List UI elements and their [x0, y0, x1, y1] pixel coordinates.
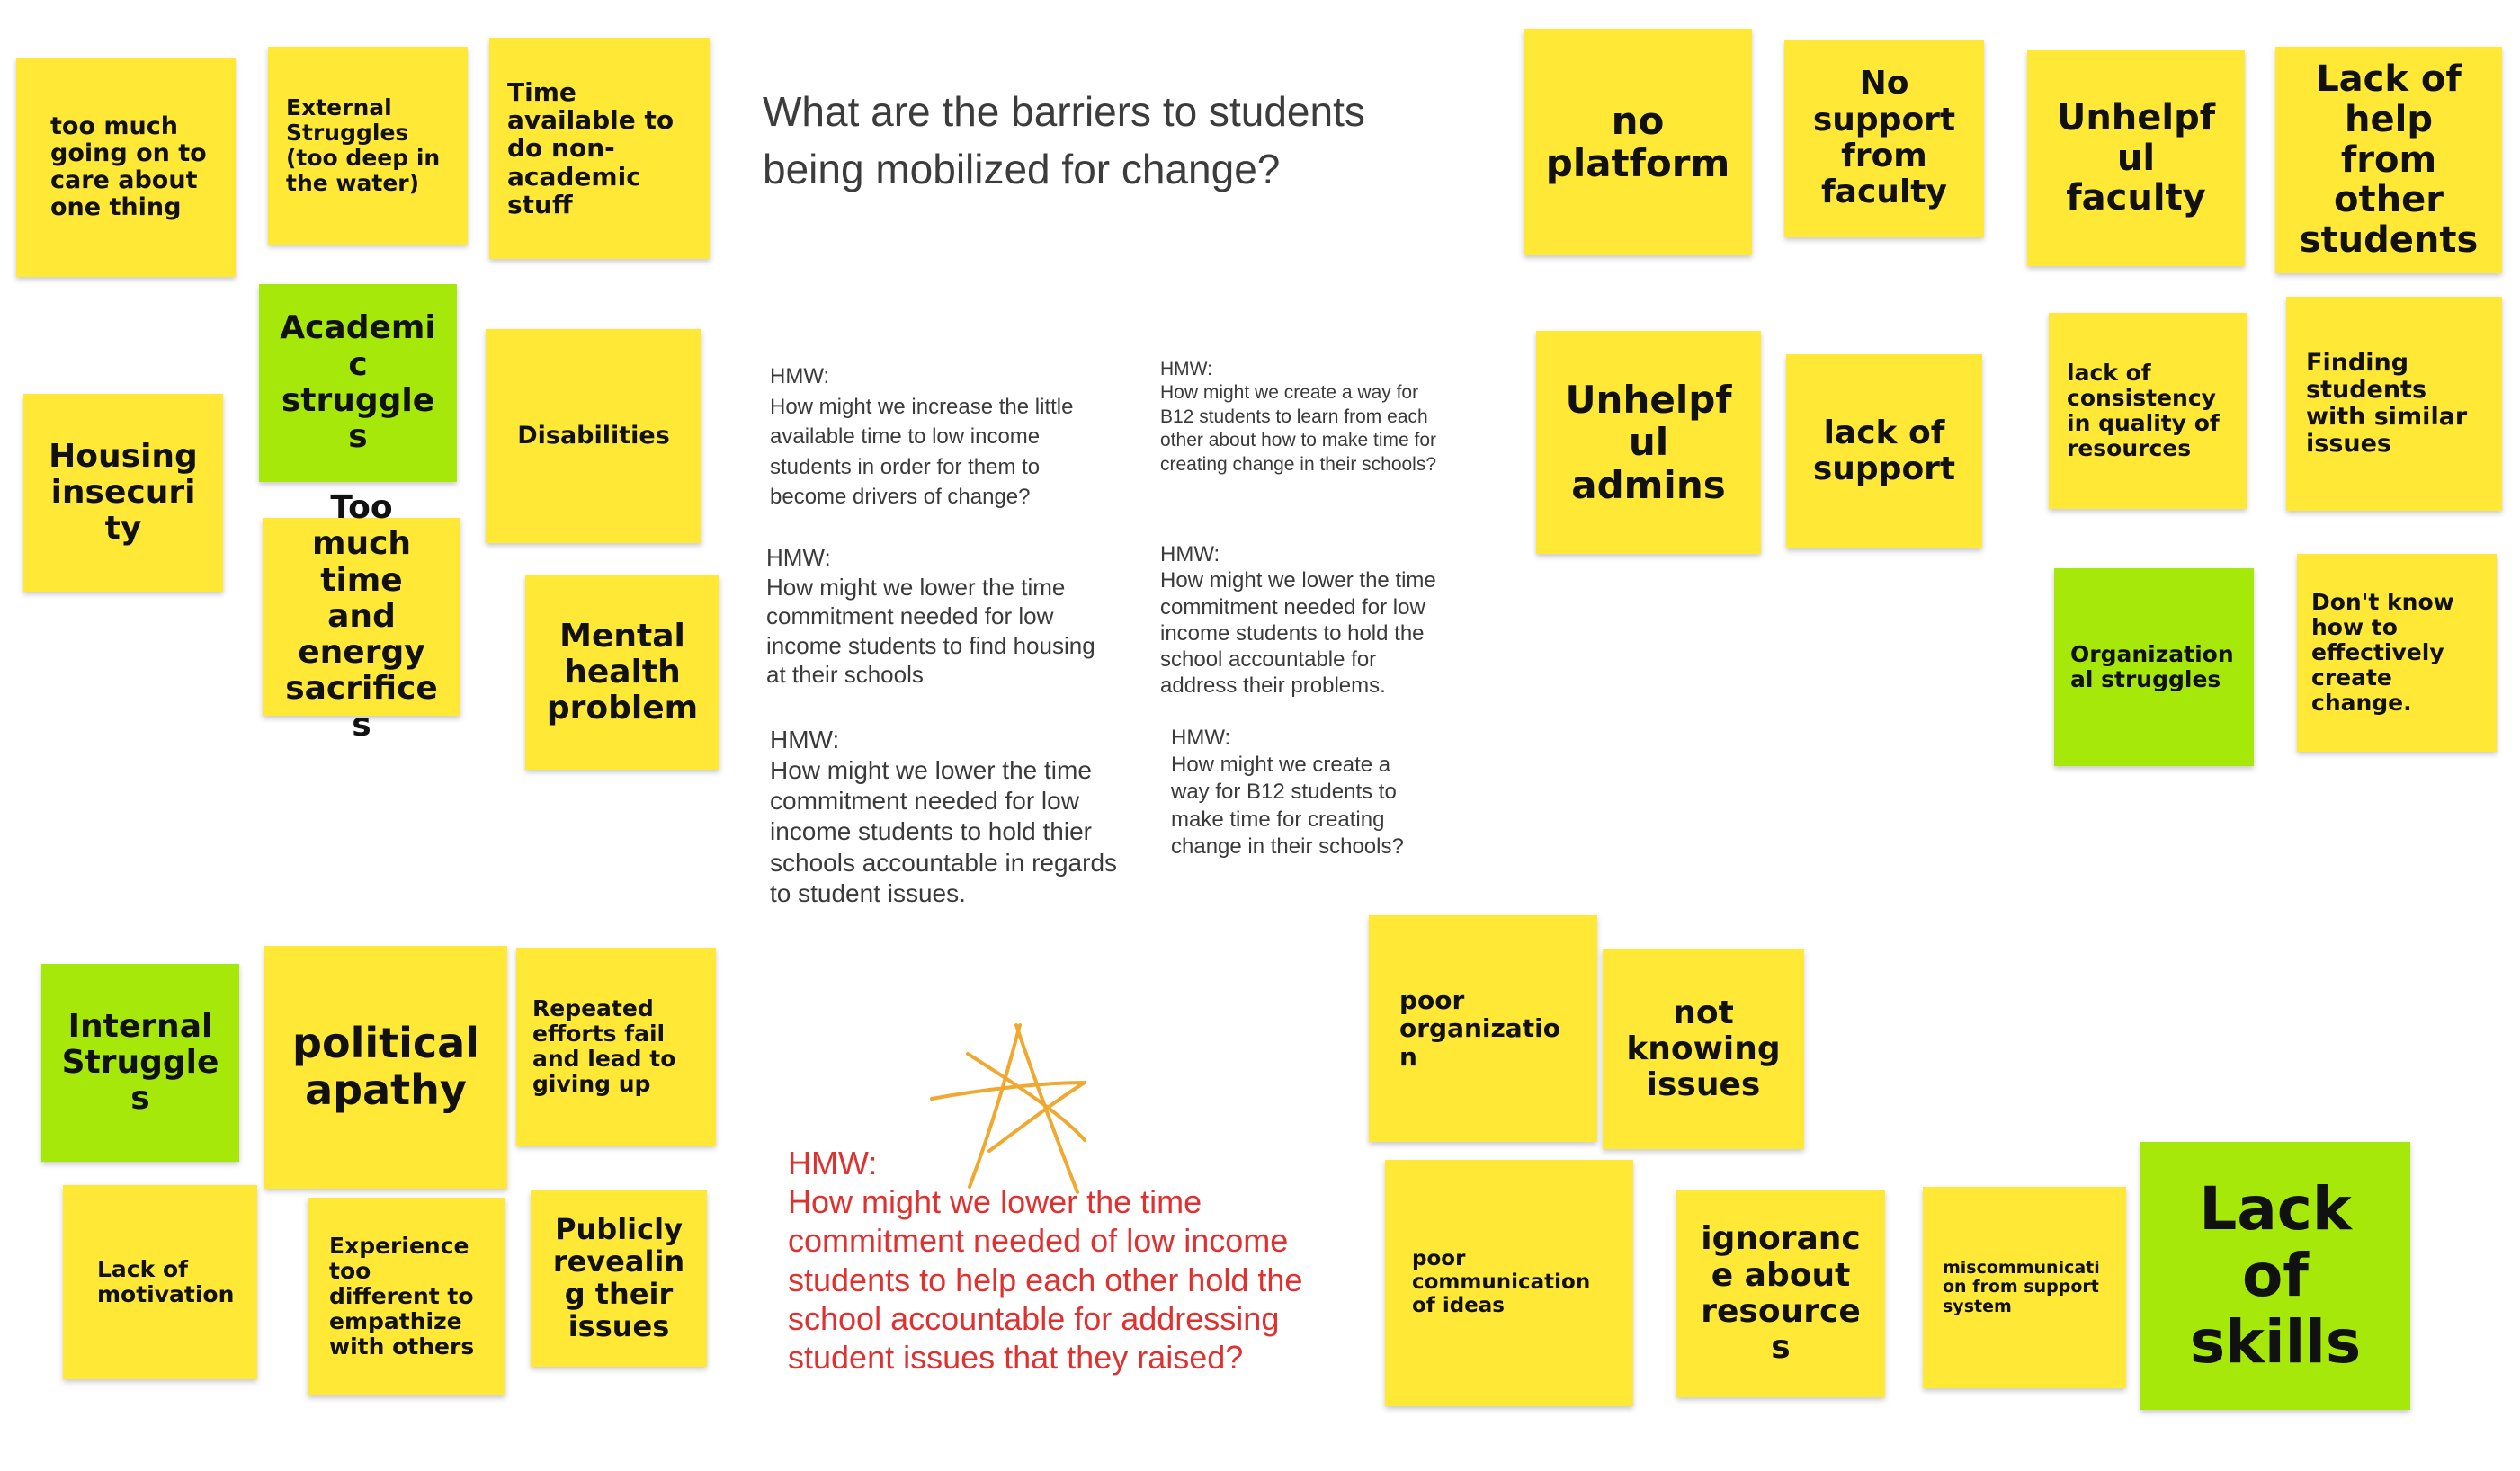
sticky-time-available[interactable]: Time available to do non-academic stuff	[489, 38, 710, 259]
sticky-lack-of-support[interactable]: lack of support	[1786, 354, 1982, 548]
sticky-experience-too-different[interactable]: Experience too different to empathize with others	[308, 1198, 505, 1395]
sticky-miscommunication[interactable]: miscommunication from support system	[1923, 1187, 2126, 1388]
sticky-no-platform[interactable]: no platform	[1524, 29, 1752, 255]
sticky-poor-communication[interactable]: poor communication of ideas	[1385, 1160, 1633, 1406]
sticky-unhelpful-faculty[interactable]: Unhelpful faculty	[2027, 50, 2245, 266]
sticky-dont-know-how[interactable]: Don't know how to effectively create change.	[2297, 554, 2497, 752]
sticky-lack-of-skills[interactable]: Lack of skills	[2140, 1142, 2410, 1410]
sticky-academic-struggles[interactable]: Academic struggles	[259, 284, 457, 482]
sticky-disabilities[interactable]: Disabilities	[486, 329, 701, 543]
hmw-note-b12-learn[interactable]: HMW: How might we create a way for B12 students to learn from each other about how to make time for creating change in their schools?	[1160, 359, 1437, 475]
sticky-no-support-faculty[interactable]: No support from faculty	[1784, 40, 1984, 237]
sticky-mental-health[interactable]: Mental health problem	[525, 575, 719, 770]
hmw-note-housing[interactable]: HMW: How might we lower the time commitment needed for low income students to find housing at their schools	[766, 544, 1095, 688]
hmw-note-accountable-regards[interactable]: HMW: How might we lower the time commitment needed for low income students to hold thier schools accountable in regards to student issues.	[770, 726, 1118, 907]
sticky-not-knowing-issues[interactable]: not knowing issues	[1603, 949, 1804, 1149]
sticky-publicly-revealing[interactable]: Publicly revealing their issues	[531, 1190, 707, 1367]
sticky-housing-insecurity[interactable]: Housing insecurity	[23, 394, 223, 592]
board-question: What are the barriers to students being mobilized for change?	[763, 88, 1365, 193]
hmw-note-highlighted[interactable]: HMW: How might we lower the time commitment needed of low income students to help each other hold the school accountable for addressing student issues that they raised?	[788, 1145, 1303, 1376]
sticky-unhelpful-admins[interactable]: Unhelpful admins	[1536, 331, 1761, 554]
hmw-note-b12-make-time[interactable]: HMW: How might we create a way for B12 students to make time for creating change in their schools?	[1171, 726, 1404, 859]
sticky-political-apathy[interactable]: political apathy	[264, 946, 507, 1189]
sticky-lack-of-motivation[interactable]: Lack of motivation	[63, 1185, 257, 1379]
star-annotation-icon[interactable]	[926, 1016, 1097, 1196]
sticky-external-struggles[interactable]: External Struggles (too deep in the water)	[268, 47, 468, 245]
sticky-organizational-struggles[interactable]: Organizational struggles	[2054, 568, 2254, 766]
sticky-repeated-efforts[interactable]: Repeated efforts fail and lead to giving up	[516, 948, 716, 1146]
sticky-poor-organization[interactable]: poor organization	[1369, 915, 1597, 1142]
sticky-finding-students[interactable]: Finding students with similar issues	[2286, 297, 2502, 511]
sticky-lack-consistency[interactable]: lack of consistency in quality of resources	[2049, 313, 2247, 509]
sticky-too-much-going-on[interactable]: too much going on to care about one thing	[16, 58, 236, 277]
sticky-internal-struggles[interactable]: Internal Struggles	[41, 964, 239, 1162]
hmw-note-address-problems[interactable]: HMW: How might we lower the time commitment needed for low income students to hold the school accountable for address their problems.	[1160, 542, 1436, 699]
sticky-ignorance-resources[interactable]: ignorance about resources	[1676, 1190, 1885, 1397]
sticky-too-much-time[interactable]: Too much time and energy sacrifices	[263, 518, 460, 716]
hmw-note-increase-time[interactable]: HMW: How might we increase the little available time to low income students in order for them to become drivers of change?	[770, 364, 1074, 510]
sticky-lack-help-students[interactable]: Lack of help from other students	[2275, 47, 2502, 273]
